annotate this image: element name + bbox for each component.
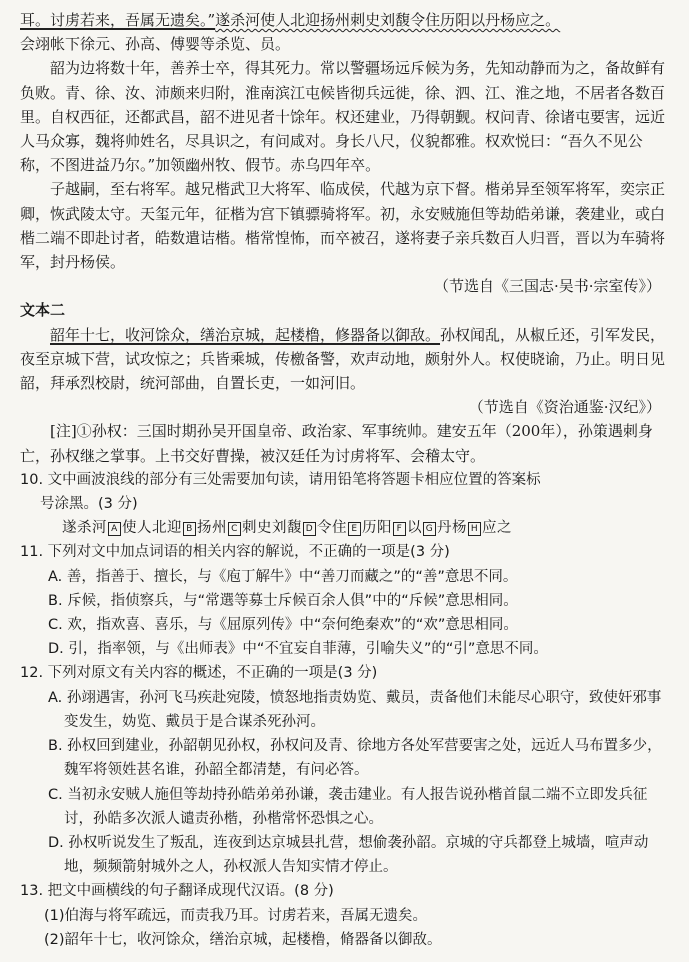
q11-option-a: A. 善，指善于、擅长，与《庖丁解牛》中“善刀而藏之”的“善”意思不同。 xyxy=(48,568,518,585)
q13-stem: 13. 把文中画横线的句子翻译成现代汉语。(8 分) xyxy=(20,883,334,900)
q12-stem: 12. 下列对原文有关内容的概述，不正确的一项是(3 分) xyxy=(20,665,378,682)
slot-box[interactable]: E xyxy=(348,522,361,536)
slot-box[interactable]: A xyxy=(108,522,121,536)
q13-sub-2: (2)韶年十七，收河馀众，缮治京城，起楼橹，脩器备以御敌。 xyxy=(44,931,442,948)
text1-source: （节选自《三国志·吴书·宗室传》） xyxy=(433,277,661,296)
text2-rest: 孙权闻乱，从椒丘还，引军发民，夜至京城下营，试攻惊之；兵皆乘城，传檄备警，欢声动地，颇射外人。权使晓谕，乃止。明日见韶，拜承烈校尉，统河部曲，自置长吏，一如河旧。 xyxy=(20,325,666,393)
text2-paragraph xyxy=(20,323,667,396)
question-12 xyxy=(20,661,667,879)
text1-paragraph-3: 子越嗣，至右将军。越兄楷武卫大将军、临成侯，代越为京下督。楷弟异至领军将军，奕宗正卿，恢武陵太守。天玺元年，征楷为宫下镇骠骑将军。初，永安贼施但等劫皓弟谦，袭建业，或白楷二端不即赴讨者，皓数遣诘楷。楷常惶怖，而卒被召，遂将妻子亲兵数百人归晋，晋以为车骑将军，封丹杨侯。 xyxy=(20,180,666,272)
q11-option-c: C. 欢，指欢喜、喜乐，与《屈原列传》中“奈何绝秦欢”的“欢”意思相同。 xyxy=(48,617,518,634)
slot-box[interactable]: D xyxy=(303,522,316,536)
slot-box[interactable]: C xyxy=(228,522,241,536)
text2-source: （节选自《资治通鉴·汉纪》） xyxy=(468,398,661,417)
slot-box[interactable]: H xyxy=(468,522,481,536)
q10-answer-slots: 遂杀河 A 使人北迎 B 扬州 C 刺史刘馥 D 令住 E 历阳 F 以 G 丹杨 H 应之 xyxy=(62,520,512,537)
slot-box[interactable]: B xyxy=(183,522,196,536)
text1-line2: 会翊帐下徐元、孙高、傅婴等杀览、员。 xyxy=(20,35,291,54)
q11-option-b: B. 斥候，指侦察兵，与“常選等募士斥候百余人俱”中的“斥候”意思相同。 xyxy=(48,592,518,609)
q12-option-c: C. 当初永安贼人施但等劫持孙皓弟弟孙谦，袭击建业。有人报告说孙楷首鼠二端不立即发兵征讨，孙皓多次派人谴责孙楷，孙楷常怀恐惧之心。 xyxy=(48,786,648,827)
q12-option-a: A. 孙翊遇害，孙河飞马疾赴宛陵，愤怒地指责妫览、戴员，责备他们未能尽心职守，致使奸邪事变发生，妫览、戴员于是合谋杀死孙河。 xyxy=(48,689,662,730)
underlined-sentence-2: 韶年十七，收河馀众，缮治京城，起楼橹，修器备以御敌。 xyxy=(50,325,441,344)
annotation-note: [注]①孙权：三国时期孙吴开国皇帝、政治家、军事统帅。建安五年（200年），孙策遇刺身亡，孙权继之掌事。上书交好曹操，被汉廷任为讨虏将军、会稽太守。 xyxy=(20,422,653,465)
q13-sub-1: (1)伯海与将军疏远，而责我乃耳。讨虏若来，吾属无遗矣。 xyxy=(44,907,428,924)
slot-box[interactable]: G xyxy=(423,522,436,536)
text2-heading: 文本二 xyxy=(20,301,66,320)
text1-paragraph-2: 韶为边将数十年，善养士卒，得其死力。常以警疆场远斥候为务，先知动静而为之，备故鲜有负败。青、徐、汝、沛颇来归附，淮南滨江屯候皆彻兵远徙，徐、泗、江、淮之地，不居者各数百里。自权西征，还都武昌，韶不进见者十馀年。权还建业，乃得朝觐。权问青、徐诸屯要害，远近人马众寡，魏将帅姓名，尽具识之，有问咸对。身长八尺，仪貌都雅。权欢悦曰：“吾久不见公称，不图进益乃尔。”加领幽州牧、假节。赤乌四年卒。 xyxy=(20,59,666,175)
q10-stem: 10. 文中画波浪线的部分有三处需要加句读，请用铅笔将答题卡相应位置的答案标 xyxy=(20,471,541,488)
q11-option-d: D. 引，指率领，与《出师表》中“不宜妄自菲薄，引喻失义”的“引”意思不同。 xyxy=(48,641,548,658)
question-10 xyxy=(20,468,667,541)
wavy-underlined-passage: 遂杀河使人北迎扬州刺史刘馥令住历阳以丹杨应之。 xyxy=(215,11,561,29)
q12-option-b: B. 孙权回到建业，孙韶朝见孙权，孙权问及青、徐地方各处军营要害之处，远近人马布置多少，魏军将领姓甚名谁，孙韶全都清楚，有问必答。 xyxy=(48,738,662,779)
question-13 xyxy=(20,879,667,952)
question-11 xyxy=(20,540,667,661)
q11-stem: 11. 下列对文中加点词语的相关内容的解说，不正确的一项是(3 分) xyxy=(20,544,450,561)
text1-line1 xyxy=(20,8,667,32)
underlined-sentence-1: 耳。讨虏若来，吾属无遗矣。” xyxy=(20,11,216,29)
q10-stem-cont: 号涂黑。(3 分) xyxy=(40,496,138,513)
slot-box[interactable]: F xyxy=(393,522,406,536)
q12-option-d: D. 孙权听说发生了叛乱，连夜到达京城县扎营，想偷袭孙韶。京城的守兵都登上城墙，喧声动地，频频箭射城外之人，孙权派人告知实情才停止。 xyxy=(48,834,649,876)
